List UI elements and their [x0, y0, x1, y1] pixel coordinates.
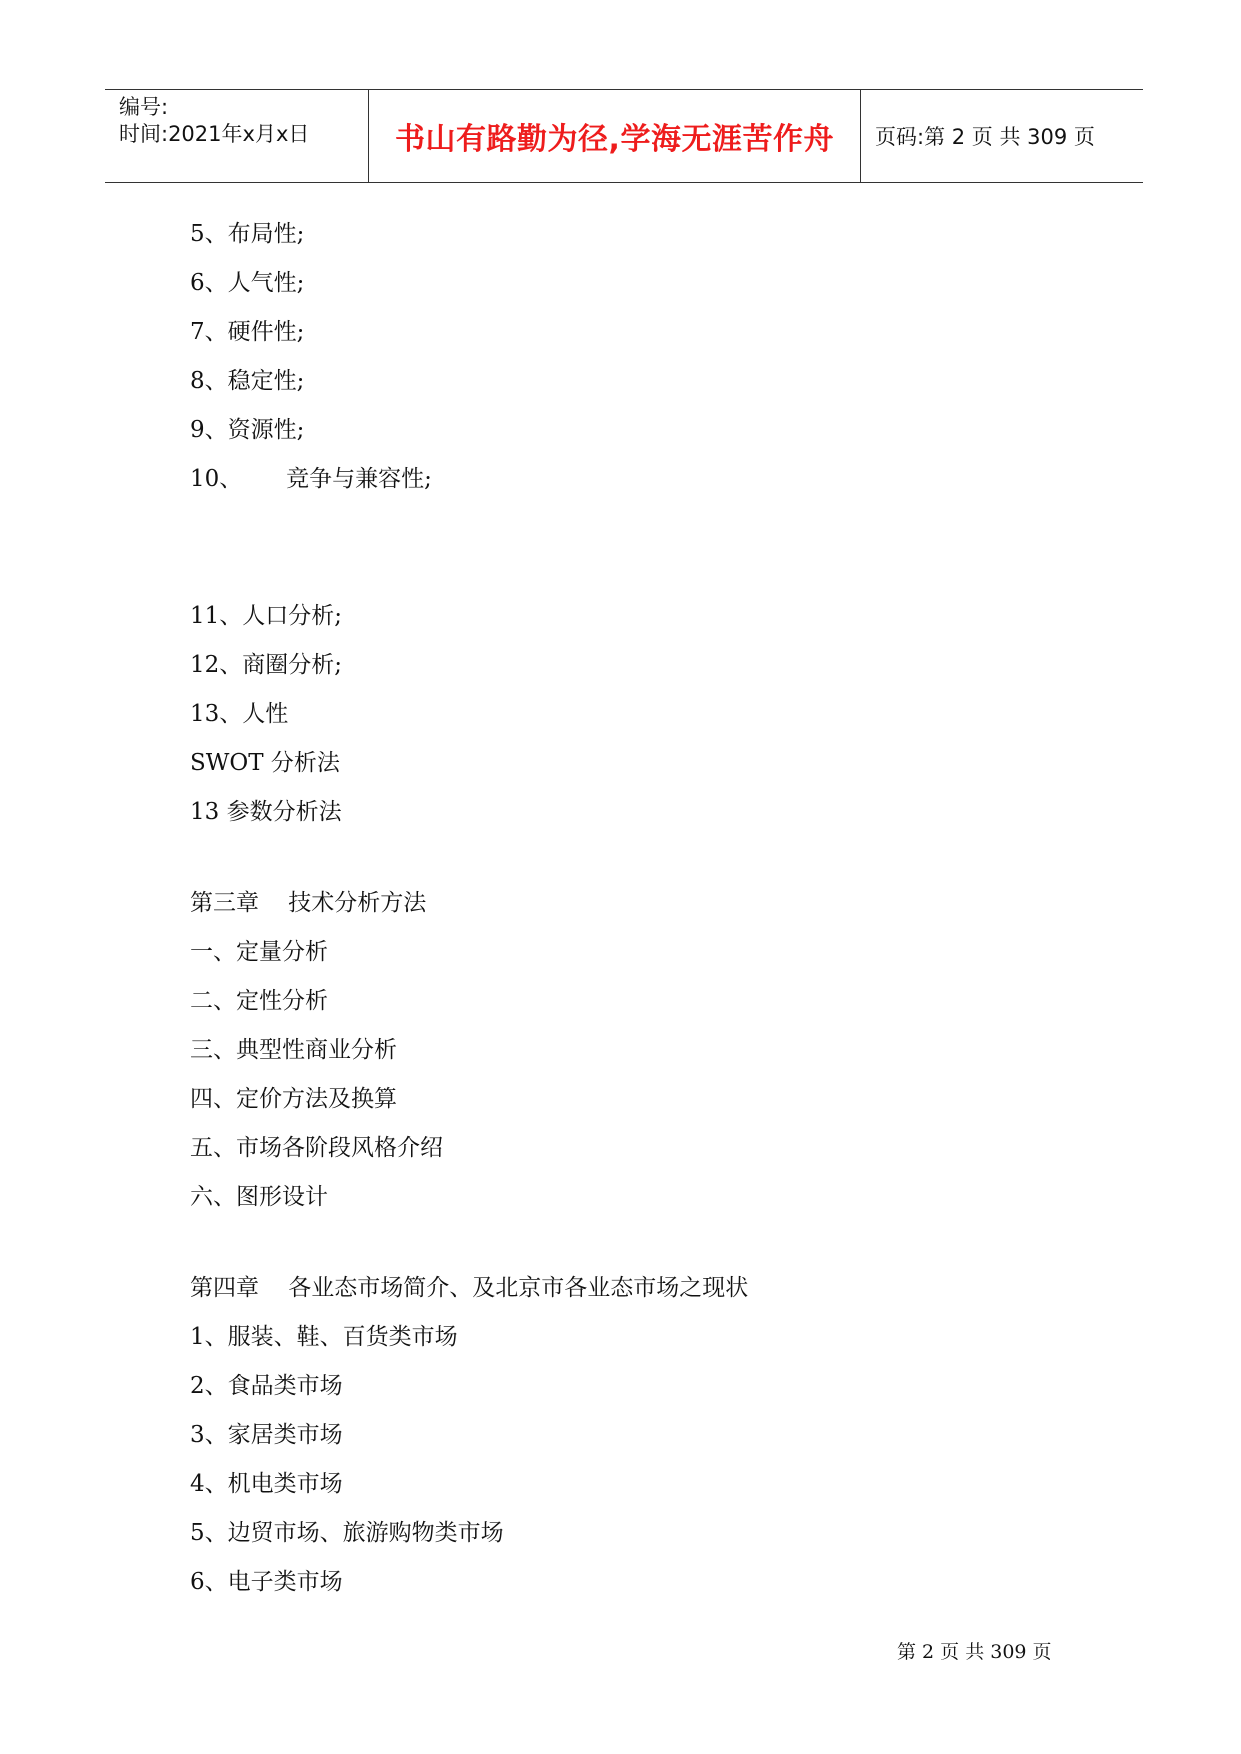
- spacer: [190, 1222, 1140, 1264]
- page-footer: 第 2 页 共 309 页: [897, 1641, 1052, 1663]
- chapter-heading: 第四章 各业态市场简介、及北京市各业态市场之现状: [190, 1275, 749, 1301]
- header-meta-cell: [105, 90, 369, 182]
- time-label: 时间:2021年x月x日: [119, 122, 310, 146]
- list-item: 10、 竞争与兼容性;: [190, 466, 432, 492]
- list-item: 13、人性: [190, 701, 289, 727]
- list-item: 6、电子类市场: [190, 1569, 343, 1595]
- document-header: [105, 89, 1143, 183]
- list-item: SWOT 分析法: [190, 750, 340, 776]
- list-item: 6、人气性;: [190, 270, 305, 296]
- list-item: 二、定性分析: [190, 988, 328, 1014]
- header-motto: 书山有路勤为径,学海无涯苦作舟: [369, 90, 861, 182]
- list-item: 三、典型性商业分析: [190, 1037, 397, 1063]
- list-item: 5、边贸市场、旅游购物类市场: [190, 1520, 504, 1546]
- list-item: 1、服装、鞋、百货类市场: [190, 1324, 458, 1350]
- document-body: [190, 210, 1140, 1607]
- list-item: 9、资源性;: [190, 417, 305, 443]
- list-item: 4、机电类市场: [190, 1471, 343, 1497]
- list-item: 7、硬件性;: [190, 319, 305, 345]
- list-item: 12、商圈分析;: [190, 652, 343, 678]
- list-item: 五、市场各阶段风格介绍: [190, 1135, 443, 1161]
- number-label: 编号:: [119, 95, 169, 119]
- list-item: 一、定量分析: [190, 939, 328, 965]
- list-item: 8、稳定性;: [190, 368, 305, 394]
- list-item: 5、布局性;: [190, 221, 305, 247]
- list-item: 13 参数分析法: [190, 799, 342, 825]
- list-item: 六、图形设计: [190, 1184, 328, 1210]
- list-item: 2、食品类市场: [190, 1373, 343, 1399]
- list-item: 四、定价方法及换算: [190, 1086, 397, 1112]
- spacer: [190, 837, 1140, 879]
- header-page-info: 页码:第 2 页 共 309 页: [875, 125, 1095, 149]
- list-item: 3、家居类市场: [190, 1422, 343, 1448]
- spacer: [190, 504, 1140, 592]
- list-item: 11、人口分析;: [190, 603, 343, 629]
- chapter-heading: 第三章 技术分析方法: [190, 890, 427, 916]
